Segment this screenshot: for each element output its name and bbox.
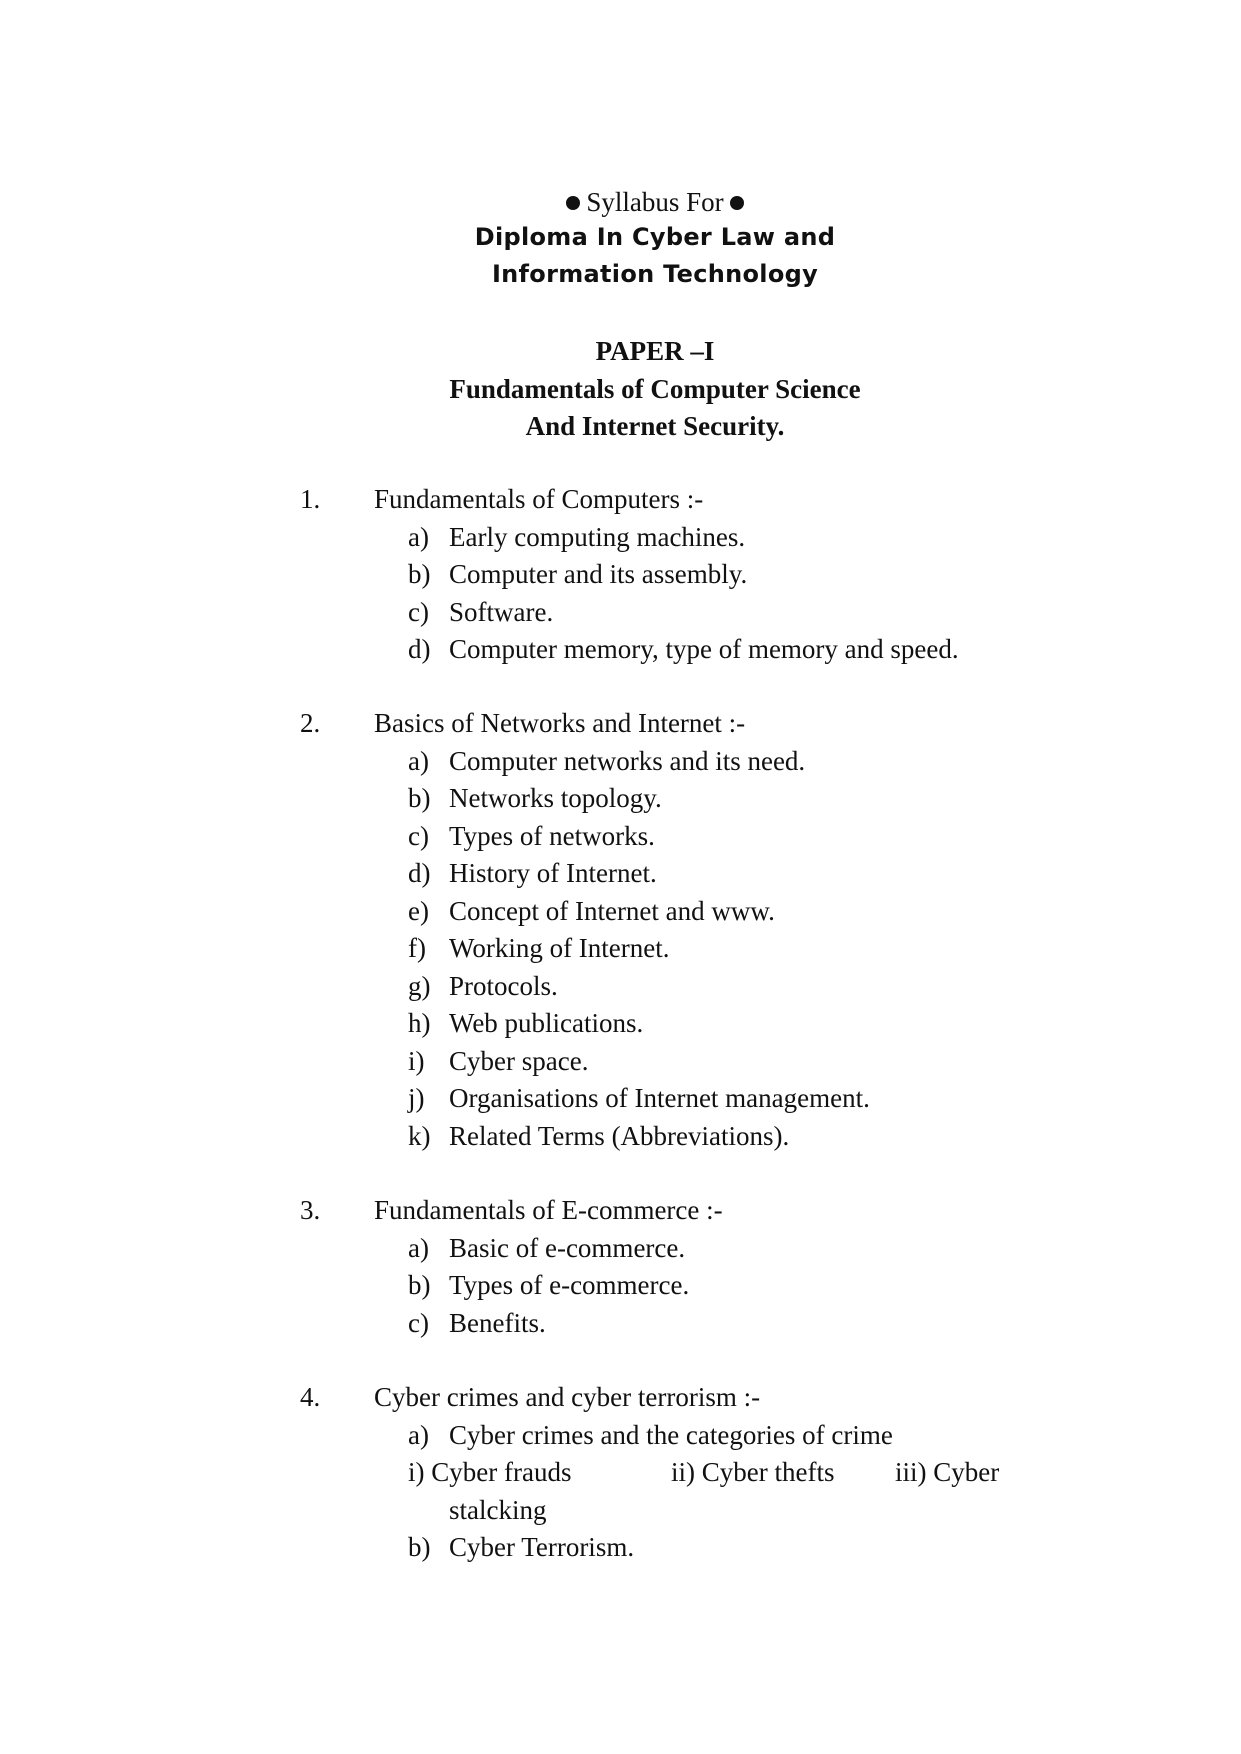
item-text: Working of Internet. (449, 933, 670, 963)
category-cyber-stalking-continued: stalcking (449, 1494, 547, 1525)
list-item (0, 1417, 1241, 1455)
list-item (0, 556, 1241, 594)
item-letter: e) (408, 895, 429, 926)
list-item (0, 1529, 1241, 1567)
item-letter: b) (408, 559, 431, 589)
item-text: Types of e-commerce. (449, 1270, 690, 1300)
section-title: Fundamentals of E-commerce :- (374, 1195, 723, 1225)
list-item (0, 818, 1241, 856)
item-letter: a) (408, 1232, 429, 1263)
paper-title-line2: And Internet Security. (525, 411, 785, 441)
section-title: Fundamentals of Computers :- (374, 484, 704, 514)
section-title: Cyber crimes and cyber terrorism :- (374, 1382, 761, 1412)
item-letter: g) (408, 970, 431, 1001)
crime-categories-row (0, 1454, 1241, 1492)
list-item (0, 1230, 1241, 1268)
diploma-title-line1: Diploma In Cyber Law and (474, 223, 836, 251)
item-text: Computer memory, type of memory and speed. (449, 634, 959, 664)
bullet-right-icon (730, 196, 744, 210)
item-letter: b) (408, 783, 431, 813)
item-letter: d) (408, 858, 431, 888)
item-text: Basic of e-commerce. (449, 1232, 686, 1263)
item-text: Web publications. (449, 1008, 644, 1038)
list-item (0, 1005, 1241, 1043)
list-item (0, 1267, 1241, 1305)
item-letter: k) (408, 1120, 431, 1151)
list-item (0, 780, 1241, 818)
item-letter: a) (408, 521, 429, 552)
item-text: Cyber space. (449, 1045, 589, 1076)
item-letter: i) (408, 1045, 425, 1076)
list-item (0, 594, 1241, 632)
bullet-left-icon (566, 196, 580, 210)
pre-title-text: Syllabus For (586, 187, 724, 217)
item-text: Concept of Internet and www. (449, 895, 775, 926)
item-text: Computer and its assembly. (449, 559, 748, 589)
crime-categories-continuation (0, 1492, 1241, 1530)
list-item (0, 1080, 1241, 1118)
item-letter: a) (408, 745, 429, 776)
item-letter: c) (408, 1307, 429, 1338)
list-item (0, 631, 1241, 669)
item-letter: b) (408, 1532, 431, 1562)
section-number: 2. (300, 708, 321, 738)
diploma-title-line2: Information Technology (491, 260, 819, 288)
category-cyber-frauds: i) Cyber frauds (408, 1457, 572, 1487)
item-letter: f) (408, 933, 426, 963)
item-text: Networks topology. (449, 783, 662, 813)
list-item (0, 1305, 1241, 1343)
paper-label: PAPER –I (595, 336, 715, 366)
list-item (0, 893, 1241, 931)
list-item (0, 930, 1241, 968)
item-text: Computer networks and its need. (449, 745, 806, 776)
section-number: 4. (300, 1382, 321, 1412)
item-letter: j) (408, 1083, 425, 1113)
list-item (0, 743, 1241, 781)
item-letter: c) (408, 820, 429, 851)
item-text: History of Internet. (449, 858, 657, 888)
item-text: Organisations of Internet management. (449, 1083, 870, 1113)
syllabus-for-heading (0, 182, 1241, 222)
section-title: Basics of Networks and Internet :- (374, 708, 746, 738)
item-text: Benefits. (449, 1307, 546, 1338)
item-letter: d) (408, 634, 431, 664)
item-letter: h) (408, 1008, 431, 1038)
section-number: 3. (300, 1195, 321, 1225)
list-item (0, 1043, 1241, 1081)
list-item (0, 855, 1241, 893)
item-text: Cyber Terrorism. (449, 1532, 635, 1562)
item-text: Software. (449, 596, 554, 627)
item-text: Early computing machines. (449, 521, 746, 552)
paper-title-line1: Fundamentals of Computer Science (449, 374, 861, 404)
item-text: Types of networks. (449, 820, 655, 851)
section-number: 1. (300, 484, 321, 514)
category-cyber-thefts: ii) Cyber thefts (671, 1457, 835, 1487)
list-item (0, 519, 1241, 557)
list-item (0, 968, 1241, 1006)
item-letter: b) (408, 1270, 431, 1300)
list-item (0, 1118, 1241, 1156)
item-letter: c) (408, 596, 429, 627)
item-text: Related Terms (Abbreviations). (449, 1120, 790, 1151)
item-text: Protocols. (449, 970, 558, 1001)
category-cyber-stalking: iii) Cyber (895, 1457, 1000, 1487)
item-letter: a) (408, 1419, 429, 1450)
item-text: Cyber crimes and the categories of crime (449, 1419, 893, 1450)
